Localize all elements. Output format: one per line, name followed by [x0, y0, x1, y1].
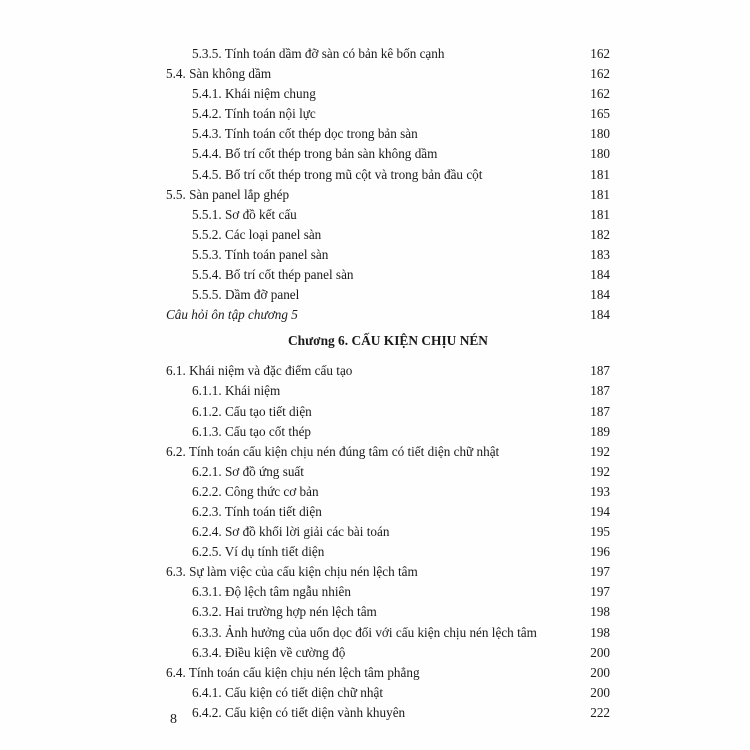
toc-entry-title: 5.3.5. Tính toán dầm đỡ sàn có bản kê bốn cạnh — [192, 46, 445, 61]
toc-entry-page: 187 — [590, 383, 610, 399]
toc-entry-page: 165 — [590, 106, 610, 122]
toc-entry-title: 6.1. Khái niệm và đặc điểm cấu tạo — [166, 363, 353, 379]
toc-section-chapter-6 — [166, 361, 610, 723]
toc-entry — [166, 502, 610, 522]
toc-entry-title: 6.2.3. Tính toán tiết diện — [192, 503, 322, 519]
toc-entry — [166, 522, 610, 542]
toc-entry-title: 6.3. Sự làm việc của cấu kiện chịu nén lệch tâm — [166, 564, 418, 580]
toc-entry-page: 198 — [590, 604, 610, 620]
toc-entry-page: 187 — [590, 403, 610, 419]
toc-entry-title: 6.2.1. Sơ đồ ứng suất — [192, 463, 304, 479]
toc-entry-page: 197 — [590, 584, 610, 600]
toc-entry-page: 180 — [590, 146, 610, 162]
toc-entry — [166, 402, 610, 422]
toc-entry-page: 192 — [590, 463, 610, 479]
toc-entry — [166, 165, 610, 185]
toc-entry-page: 200 — [590, 664, 610, 680]
toc-entry-title: Câu hỏi ôn tập chương 5 — [166, 307, 298, 323]
toc-entry — [166, 205, 610, 225]
toc-entry-page: 193 — [590, 483, 610, 499]
toc-entry-title: 6.3.1. Độ lệch tâm ngẫu nhiên — [192, 584, 351, 600]
toc-entry — [166, 285, 610, 305]
toc-entry — [166, 643, 610, 663]
toc-entry-title: 6.3.2. Hai trường hợp nén lệch tâm — [192, 604, 377, 620]
toc-entry — [166, 462, 610, 482]
toc-entry — [166, 305, 610, 325]
toc-entry-page: 184 — [590, 267, 610, 283]
toc-entry — [166, 84, 610, 104]
toc-entry — [166, 265, 610, 285]
toc-entry-page: 200 — [590, 644, 610, 660]
toc-entry — [166, 422, 610, 442]
toc-entry-title: 5.4.3. Tính toán cốt thép dọc trong bản sàn — [192, 126, 418, 142]
toc-entry-title: 6.2. Tính toán cấu kiện chịu nén đúng tâm có tiết diện chữ nhật — [166, 443, 500, 459]
toc-entry — [166, 64, 610, 84]
toc-entry-page: 189 — [590, 423, 610, 439]
toc-entry-title: 6.4. Tính toán cấu kiện chịu nén lệch tâm phẳng — [166, 664, 420, 680]
toc-entry-title: 6.1.3. Cấu tạo cốt thép — [192, 423, 312, 439]
toc-entry-title: 6.1.1. Khái niệm — [192, 383, 281, 399]
toc-entry-page: 198 — [590, 624, 610, 640]
toc-entry-title: 6.3.4. Điều kiện về cường độ — [192, 644, 346, 660]
chapter-heading-block — [166, 325, 610, 361]
toc-entry — [166, 482, 610, 502]
toc-entry-page: 195 — [590, 524, 610, 540]
toc-entry — [166, 144, 610, 164]
toc-entry-title: 6.2.5. Ví dụ tính tiết diện — [192, 544, 325, 560]
toc-entry-page: 187 — [590, 363, 610, 379]
toc-entry-title: 6.4.1. Cấu kiện có tiết diện chữ nhật — [192, 684, 383, 700]
toc-entry — [166, 582, 610, 602]
toc-entry — [166, 104, 610, 124]
chapter-heading: Chương 6. CẤU KIỆN CHỊU NÉN — [288, 333, 488, 349]
toc-entry — [166, 442, 610, 462]
toc-entry-page: 182 — [590, 226, 610, 242]
toc-entry-title: 5.4.1. Khái niệm chung — [192, 86, 316, 102]
table-of-contents — [166, 44, 610, 723]
toc-entry — [166, 44, 610, 64]
toc-entry-page: 200 — [590, 684, 610, 700]
toc-entry-page: 181 — [590, 206, 610, 222]
toc-entry-page: 197 — [590, 564, 610, 580]
toc-entry-title: 5.5.4. Bố trí cốt thép panel sàn — [192, 267, 354, 283]
toc-entry-title: 5.4.2. Tính toán nội lực — [192, 106, 316, 122]
toc-entry — [166, 683, 610, 703]
toc-entry-title: 5.4. Sàn không dầm — [166, 66, 272, 82]
toc-entry — [166, 602, 610, 622]
toc-entry-title: 5.5.1. Sơ đồ kết cấu — [192, 206, 297, 222]
toc-entry-page: 184 — [590, 287, 610, 303]
toc-entry-title: 5.4.5. Bố trí cốt thép trong mũ cột và trong bản đầu cột — [192, 166, 483, 182]
toc-entry — [166, 562, 610, 582]
toc-entry-title: 5.5.2. Các loại panel sàn — [192, 226, 322, 242]
toc-entry-page: 192 — [590, 443, 610, 459]
toc-entry-title: 6.1.2. Cấu tạo tiết diện — [192, 403, 312, 419]
toc-entry-page: 180 — [590, 126, 610, 142]
toc-entry-page: 162 — [590, 66, 610, 82]
toc-entry-title: 5.5.5. Dầm đỡ panel — [192, 287, 300, 303]
toc-entry-title: 6.2.2. Công thức cơ bản — [192, 483, 319, 499]
toc-entry — [166, 124, 610, 144]
toc-entry — [166, 361, 610, 381]
toc-entry-title: 6.4.2. Cấu kiện có tiết diện vành khuyên — [192, 704, 406, 720]
toc-entry — [166, 703, 610, 723]
toc-entry-page: 196 — [590, 544, 610, 560]
toc-entry-page: 194 — [590, 503, 610, 519]
toc-entry — [166, 225, 610, 245]
toc-section-chapter-5 — [166, 44, 610, 325]
toc-entry-title: 5.5. Sàn panel lắp ghép — [166, 186, 290, 202]
toc-entry — [166, 381, 610, 401]
toc-entry-page: 181 — [590, 166, 610, 182]
toc-entry-page: 162 — [590, 86, 610, 102]
toc-entry-title: 5.4.4. Bố trí cốt thép trong bản sàn không dầm — [192, 146, 438, 162]
toc-entry-title: 6.3.3. Ảnh hưởng của uốn dọc đối với cấu kiện chịu nén lệch tâm — [192, 624, 537, 640]
toc-entry-page: 183 — [590, 246, 610, 262]
toc-entry — [166, 542, 610, 562]
toc-entry-title: 5.5.3. Tính toán panel sàn — [192, 246, 329, 262]
page-number: 8 — [170, 712, 177, 727]
toc-entry — [166, 663, 610, 683]
toc-entry-page: 184 — [590, 307, 610, 323]
toc-entry — [166, 245, 610, 265]
toc-entry-page: 162 — [590, 46, 610, 61]
toc-entry-title: 6.2.4. Sơ đồ khối lời giải các bài toán — [192, 524, 390, 540]
toc-entry-page: 222 — [590, 704, 610, 720]
toc-entry-page: 181 — [590, 186, 610, 202]
toc-entry — [166, 623, 610, 643]
toc-entry — [166, 185, 610, 205]
